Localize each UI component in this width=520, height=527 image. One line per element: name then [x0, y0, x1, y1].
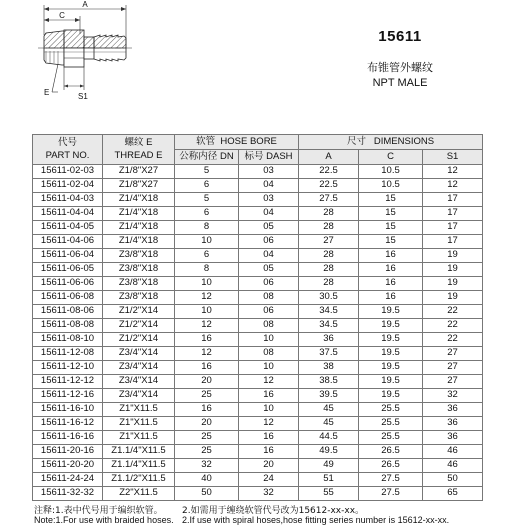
- cell-c: 19.5: [359, 333, 423, 347]
- cell-thread: Z1/4"X18: [103, 221, 175, 235]
- cell-dn: 8: [175, 263, 239, 277]
- cell-thread: Z1/4"X18: [103, 207, 175, 221]
- cell-s1: 27: [423, 375, 483, 389]
- cell-thread: Z1.1/4"X11.5: [103, 445, 175, 459]
- cell-c: 10.5: [359, 165, 423, 179]
- cell-dash: 05: [239, 221, 299, 235]
- cell-s1: 65: [423, 487, 483, 501]
- cell-c: 10.5: [359, 179, 423, 193]
- table-row: [33, 347, 483, 361]
- cell-part-no: 15611-04-03: [33, 193, 103, 207]
- cell-dash: 24: [239, 473, 299, 487]
- cell-a: 30.5: [299, 291, 359, 305]
- cell-c: 25.5: [359, 431, 423, 445]
- cell-s1: 36: [423, 403, 483, 417]
- table-row: [33, 403, 483, 417]
- cell-dash: 08: [239, 347, 299, 361]
- cell-a: 27: [299, 235, 359, 249]
- cell-s1: 12: [423, 179, 483, 193]
- cell-dn: 6: [175, 249, 239, 263]
- cell-c: 26.5: [359, 459, 423, 473]
- table-row: [33, 291, 483, 305]
- cell-dash: 16: [239, 445, 299, 459]
- cell-part-no: 15611-12-12: [33, 375, 103, 389]
- cell-dn: 25: [175, 431, 239, 445]
- header-dn: 公称内径 DN: [175, 150, 239, 165]
- cell-s1: 36: [423, 417, 483, 431]
- cell-thread: Z1/8"X27: [103, 179, 175, 193]
- label-s1: S1: [78, 92, 88, 101]
- table-row: [33, 459, 483, 473]
- table-row: [33, 361, 483, 375]
- cell-a: 28: [299, 277, 359, 291]
- cell-thread: Z1/2"X14: [103, 333, 175, 347]
- cell-c: 15: [359, 207, 423, 221]
- cell-dn: 5: [175, 165, 239, 179]
- cell-part-no: 15611-20-16: [33, 445, 103, 459]
- header-part-no: 代号 PART NO.: [33, 135, 103, 165]
- table-row: [33, 249, 483, 263]
- cell-dash: 04: [239, 207, 299, 221]
- cell-c: 19.5: [359, 375, 423, 389]
- subtitle-cn: 布锥管外螺纹: [367, 61, 433, 74]
- title-block: [300, 28, 500, 89]
- table-row: [33, 487, 483, 501]
- cell-s1: 46: [423, 459, 483, 473]
- header-c: C: [359, 150, 423, 165]
- cell-c: 16: [359, 249, 423, 263]
- cell-s1: 17: [423, 235, 483, 249]
- cell-dash: 16: [239, 389, 299, 403]
- cell-c: 19.5: [359, 347, 423, 361]
- cell-dn: 10: [175, 305, 239, 319]
- cell-part-no: 15611-08-08: [33, 319, 103, 333]
- cell-a: 22.5: [299, 179, 359, 193]
- cell-s1: 19: [423, 277, 483, 291]
- cell-thread: Z3/8"X18: [103, 249, 175, 263]
- cell-c: 25.5: [359, 403, 423, 417]
- cell-part-no: 15611-04-06: [33, 235, 103, 249]
- cell-part-no: 15611-06-05: [33, 263, 103, 277]
- cell-dn: 50: [175, 487, 239, 501]
- cell-c: 16: [359, 291, 423, 305]
- table-row: [33, 207, 483, 221]
- cell-dn: 25: [175, 389, 239, 403]
- cell-part-no: 15611-16-16: [33, 431, 103, 445]
- cell-dash: 20: [239, 459, 299, 473]
- cell-s1: 27: [423, 361, 483, 375]
- cell-dash: 06: [239, 305, 299, 319]
- spec-table: [32, 134, 483, 501]
- cell-a: 28: [299, 249, 359, 263]
- cell-dn: 12: [175, 291, 239, 305]
- cell-s1: 50: [423, 473, 483, 487]
- cell-dn: 20: [175, 375, 239, 389]
- cell-thread: Z3/8"X18: [103, 291, 175, 305]
- fitting-outline: [44, 48, 126, 67]
- cell-s1: 19: [423, 291, 483, 305]
- cell-thread: Z3/4"X14: [103, 347, 175, 361]
- cell-part-no: 15611-12-16: [33, 389, 103, 403]
- cell-part-no: 15611-06-06: [33, 277, 103, 291]
- cell-dn: 6: [175, 207, 239, 221]
- subtitle-en: NPT MALE: [372, 77, 428, 89]
- cell-part-no: 15611-20-20: [33, 459, 103, 473]
- note-1-cn: 注释:1.表中代号用于编织软管。: [34, 506, 163, 516]
- cell-thread: Z3/4"X14: [103, 361, 175, 375]
- cell-dash: 08: [239, 291, 299, 305]
- table-row: [33, 445, 483, 459]
- cell-thread: Z3/8"X18: [103, 277, 175, 291]
- cell-a: 44.5: [299, 431, 359, 445]
- header-hose-bore: 软管 HOSE BORE: [175, 135, 299, 150]
- cell-c: 19.5: [359, 361, 423, 375]
- cell-dn: 40: [175, 473, 239, 487]
- cell-a: 28: [299, 263, 359, 277]
- cell-dash: 03: [239, 165, 299, 179]
- dimension-s1: [64, 67, 88, 101]
- cell-s1: 32: [423, 389, 483, 403]
- cell-part-no: 15611-08-06: [33, 305, 103, 319]
- cell-dash: 03: [239, 193, 299, 207]
- header-dash: 标号 DASH: [239, 150, 299, 165]
- cell-thread: Z1"X11.5: [103, 403, 175, 417]
- cell-s1: 17: [423, 207, 483, 221]
- cell-dn: 10: [175, 235, 239, 249]
- cell-part-no: 15611-08-10: [33, 333, 103, 347]
- cell-dn: 16: [175, 333, 239, 347]
- table-row: [33, 333, 483, 347]
- cell-dn: 8: [175, 221, 239, 235]
- table-row: [33, 277, 483, 291]
- table-row: [33, 263, 483, 277]
- cell-dash: 16: [239, 431, 299, 445]
- cell-part-no: 15611-06-08: [33, 291, 103, 305]
- cell-a: 45: [299, 403, 359, 417]
- note-2-cn: 2.如需用于缠绕软管代号改为15612-xx-xx。: [182, 506, 365, 516]
- cell-thread: Z1"X11.5: [103, 417, 175, 431]
- cell-part-no: 15611-12-10: [33, 361, 103, 375]
- cell-part-no: 15611-02-04: [33, 179, 103, 193]
- header-dimensions: 尺寸 DIMENSIONS: [299, 135, 483, 150]
- cell-thread: Z1/8"X27: [103, 165, 175, 179]
- cell-dash: 10: [239, 333, 299, 347]
- cell-a: 49: [299, 459, 359, 473]
- cell-dash: 06: [239, 235, 299, 249]
- cell-s1: 19: [423, 249, 483, 263]
- cell-a: 45: [299, 417, 359, 431]
- cell-s1: 22: [423, 305, 483, 319]
- header-thread: 螺纹 E THREAD E: [103, 135, 175, 165]
- cell-dn: 25: [175, 445, 239, 459]
- cell-c: 19.5: [359, 389, 423, 403]
- cell-a: 34.5: [299, 305, 359, 319]
- cell-dn: 20: [175, 417, 239, 431]
- fitting-section: [44, 30, 126, 48]
- cell-a: 51: [299, 473, 359, 487]
- cell-s1: 27: [423, 347, 483, 361]
- note-1-en: Note:1.For use with braided hoses.: [34, 515, 174, 525]
- cell-dash: 04: [239, 249, 299, 263]
- label-e: E: [44, 88, 50, 97]
- table-row: [33, 389, 483, 403]
- cell-thread: Z1/4"X18: [103, 193, 175, 207]
- cell-a: 22.5: [299, 165, 359, 179]
- label-a: A: [82, 0, 88, 9]
- table-row: [33, 305, 483, 319]
- cell-c: 27.5: [359, 487, 423, 501]
- cell-dn: 12: [175, 319, 239, 333]
- cell-c: 15: [359, 193, 423, 207]
- cell-a: 28: [299, 207, 359, 221]
- cell-part-no: 15611-32-32: [33, 487, 103, 501]
- cell-part-no: 15611-12-08: [33, 347, 103, 361]
- cell-part-no: 15611-04-04: [33, 207, 103, 221]
- cell-dn: 16: [175, 361, 239, 375]
- cell-c: 16: [359, 277, 423, 291]
- cell-dn: 16: [175, 403, 239, 417]
- notes: [32, 503, 482, 527]
- cell-s1: 46: [423, 445, 483, 459]
- table-row: [33, 165, 483, 179]
- cell-s1: 12: [423, 165, 483, 179]
- cell-dash: 10: [239, 361, 299, 375]
- cell-c: 19.5: [359, 319, 423, 333]
- cell-s1: 17: [423, 221, 483, 235]
- header-s1: S1: [423, 150, 483, 165]
- table-row: [33, 473, 483, 487]
- cell-dash: 05: [239, 263, 299, 277]
- leader-e: [44, 64, 58, 97]
- cell-s1: 17: [423, 193, 483, 207]
- cell-a: 38.5: [299, 375, 359, 389]
- cell-s1: 22: [423, 319, 483, 333]
- cell-dn: 32: [175, 459, 239, 473]
- cell-part-no: 15611-06-04: [33, 249, 103, 263]
- cell-thread: Z1/2"X14: [103, 305, 175, 319]
- cell-dash: 12: [239, 375, 299, 389]
- cell-s1: 22: [423, 333, 483, 347]
- part-number-title: 15611: [378, 28, 422, 45]
- cell-thread: Z1.1/4"X11.5: [103, 459, 175, 473]
- spec-table-body: [33, 165, 483, 501]
- cell-a: 27.5: [299, 193, 359, 207]
- cell-thread: Z1/4"X18: [103, 235, 175, 249]
- cell-part-no: 15611-16-10: [33, 403, 103, 417]
- cell-a: 36: [299, 333, 359, 347]
- note-2-en: 2.If use with spiral hoses,hose fitting series number is 15612-xx-xx.: [182, 515, 450, 525]
- table-row: [33, 193, 483, 207]
- cell-c: 19.5: [359, 305, 423, 319]
- cell-part-no: 15611-24-24: [33, 473, 103, 487]
- cell-dn: 6: [175, 179, 239, 193]
- cell-part-no: 15611-16-12: [33, 417, 103, 431]
- cell-dash: 06: [239, 277, 299, 291]
- cell-s1: 19: [423, 263, 483, 277]
- cell-part-no: 15611-04-05: [33, 221, 103, 235]
- cell-a: 49.5: [299, 445, 359, 459]
- cell-dash: 32: [239, 487, 299, 501]
- cell-a: 34.5: [299, 319, 359, 333]
- cell-c: 15: [359, 235, 423, 249]
- table-row: [33, 319, 483, 333]
- cell-part-no: 15611-02-03: [33, 165, 103, 179]
- header-a: A: [299, 150, 359, 165]
- label-c: C: [59, 11, 65, 20]
- cell-a: 55: [299, 487, 359, 501]
- cell-thread: Z1"X11.5: [103, 431, 175, 445]
- cell-thread: Z3/4"X14: [103, 375, 175, 389]
- table-row: [33, 417, 483, 431]
- cell-thread: Z3/4"X14: [103, 389, 175, 403]
- cell-c: 26.5: [359, 445, 423, 459]
- cell-dash: 12: [239, 417, 299, 431]
- cell-dash: 08: [239, 319, 299, 333]
- cell-s1: 36: [423, 431, 483, 445]
- table-row: [33, 221, 483, 235]
- cell-a: 38: [299, 361, 359, 375]
- cell-a: 28: [299, 221, 359, 235]
- cell-thread: Z2"X11.5: [103, 487, 175, 501]
- cell-thread: Z1/2"X14: [103, 319, 175, 333]
- table-row: [33, 179, 483, 193]
- cell-c: 15: [359, 221, 423, 235]
- cell-c: 27.5: [359, 473, 423, 487]
- cell-dash: 04: [239, 179, 299, 193]
- cell-dn: 12: [175, 347, 239, 361]
- cell-c: 25.5: [359, 417, 423, 431]
- cell-thread: Z3/8"X18: [103, 263, 175, 277]
- table-row: [33, 375, 483, 389]
- cell-thread: Z1.1/2"X11.5: [103, 473, 175, 487]
- table-row: [33, 235, 483, 249]
- cell-dn: 10: [175, 277, 239, 291]
- cell-c: 16: [359, 263, 423, 277]
- cell-a: 39.5: [299, 389, 359, 403]
- cell-dash: 10: [239, 403, 299, 417]
- fitting-drawing: [0, 0, 300, 110]
- table-row: [33, 431, 483, 445]
- cell-a: 37.5: [299, 347, 359, 361]
- cell-dn: 5: [175, 193, 239, 207]
